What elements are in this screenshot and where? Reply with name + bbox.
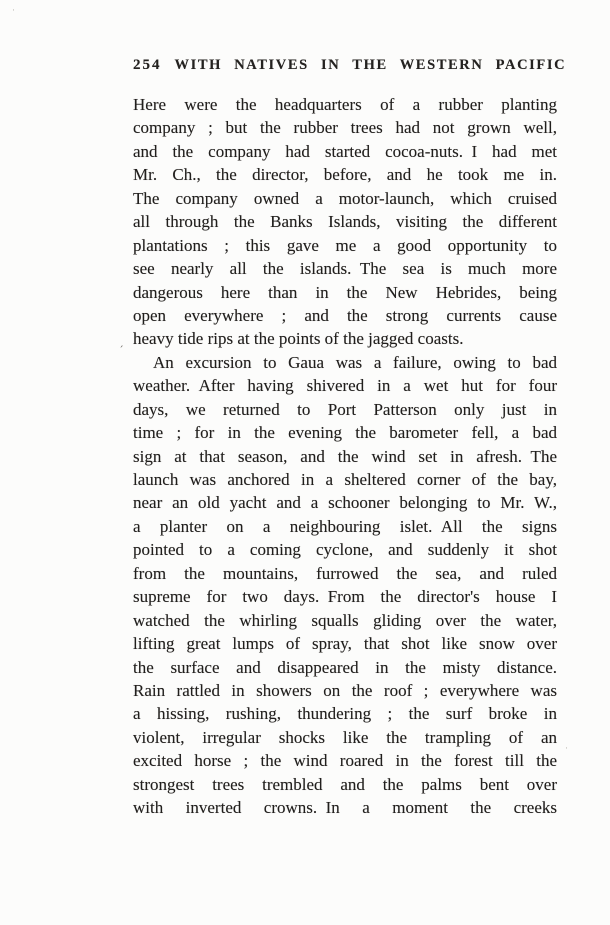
scan-speck-top-left-artifact: · [12, 5, 15, 15]
text-line: time ; for in the evening the barometer fell, a bad [133, 423, 557, 443]
text-line: sign at that season, and the wind set in afresh. The [133, 446, 557, 466]
text-line: dangerous here than in the New Hebrides, being [133, 282, 557, 302]
text-line: from the mountains, furrowed the sea, and ruled [133, 563, 557, 583]
text-line: days, we returned to Port Patterson only just in [133, 399, 557, 419]
text-line: a hissing, rushing, thundering ; the surf broke in [133, 704, 557, 724]
text-line: plantations ; this gave me a good opportunity to [133, 235, 557, 255]
text-line: The company owned a motor-launch, which cruised [133, 188, 557, 208]
scan-speck-right-artifact: · [565, 743, 568, 753]
text-line: Here were the headquarters of a rubber planting [133, 95, 557, 114]
text-line: see nearly all the islands. The sea is much more [133, 259, 557, 279]
text-line: a planter on a neighbouring islet. All the signs [133, 516, 557, 536]
text-line: and the company had started cocoa-nuts. I had met [133, 141, 557, 161]
text-line: excited horse ; the wind roared in the forest till the [133, 751, 557, 771]
text-line: near an old yacht and a schooner belonging to Mr. W., [133, 493, 557, 513]
text-line: Mr. Ch., the director, before, and he took me in. [133, 165, 557, 185]
page-header [133, 57, 567, 74]
text-line: the surface and disappeared in the misty distance. [133, 657, 557, 677]
text-line: heavy tide rips at the points of the jagged coasts. [133, 329, 464, 349]
text-line: An excursion to Gaua was a failure, owing to bad [153, 352, 557, 372]
text-line: all through the Banks Islands, visiting the different [133, 212, 557, 232]
text-line: violent, irregular shocks like the trampling of an [133, 727, 557, 747]
scan-stray-accent-artifact: ´ [119, 342, 125, 358]
text-line: open everywhere ; and the strong currents cause [133, 305, 557, 325]
text-line: company ; but the rubber trees had not grown well, [133, 118, 557, 138]
text-line: lifting great lumps of spray, that shot like snow over [133, 634, 557, 654]
text-column [133, 57, 567, 820]
text-line: with inverted crowns. In a moment the creeks [133, 798, 557, 818]
text-line: strongest trees trembled and the palms bent over [133, 774, 557, 794]
running-title: WITH NATIVES IN THE WESTERN PACIFIC [174, 57, 567, 73]
text-line: weather. After having shivered in a wet hut for four [133, 376, 557, 396]
text-line: watched the whirling squalls gliding over the water, [133, 610, 557, 630]
page-body [133, 93, 557, 820]
text-line: launch was anchored in a sheltered corner of the bay, [133, 470, 557, 489]
text-line: supreme for two days. From the director's house I [133, 587, 557, 607]
text-line: pointed to a coming cyclone, and suddenly it shot [133, 540, 557, 560]
page-number: 254 [133, 57, 162, 73]
text-line: Rain rattled in showers on the roof ; everywhere was [133, 680, 557, 700]
